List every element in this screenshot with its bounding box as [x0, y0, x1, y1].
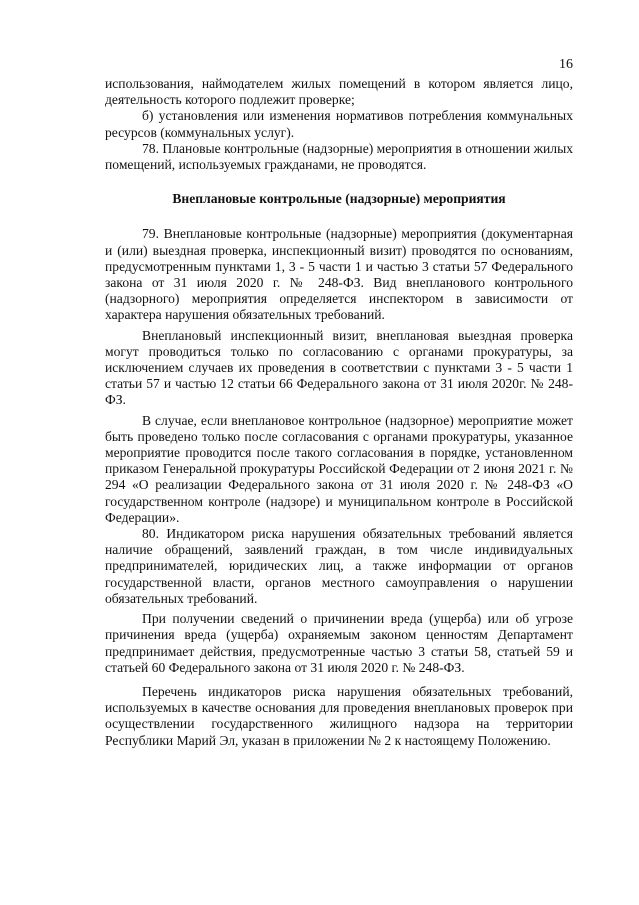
paragraph-item-b: б) установления или изменения нормативов потребления коммунальных ресурсов (коммунальных услуг).	[105, 108, 573, 140]
paragraph-unscheduled-visit: Внеплановый инспекционный визит, внеплановая выездная проверка могут проводиться только по согласованию с органами прокуратуры, за исключением случаев их проведения в соответствии с пунктами 3 - 5 части 1 статьи 57 и частью 12 статьи 66 Федерального закона от 31 июля 2020г. № 248-ФЗ.	[105, 327, 573, 408]
paragraph-78: 78. Плановые контрольные (надзорные) мероприятия в отношении жилых помещений, используемых гражданами, не проводятся.	[105, 140, 573, 173]
page-number: 16	[559, 57, 573, 72]
paragraph-harm-info: При получении сведений о причинении вреда (ущерба) или об угрозе причинения вреда (ущерба) охраняемым законом ценностям Департамент предпринимает действия, предусмотренные частью 3 статьи 58, статьей 59 и статьей 60 Федерального закона от 31 июля 2020 г. № 248-ФЗ.	[105, 611, 573, 675]
paragraph-80: 80. Индикатором риска нарушения обязательных требований является наличие обращений, заявлений граждан, в том числе индивидуальных предпринимателей, юридических лиц, а также информации от органов государственной власти, органов местного самоуправления о нарушении обязательных требований.	[105, 526, 573, 606]
document-body	[105, 76, 573, 749]
paragraph-risk-indicators: Перечень индикаторов риска нарушения обязательных требований, используемых в качестве основания для проведения внеплановых проверок при осуществлении государственного жилищного надзора на территории Республики Марий Эл, указан в приложении № 2 к настоящему Положению.	[105, 683, 573, 748]
paragraph-prosecutor-approval: В случае, если внеплановое контрольное (надзорное) мероприятие может быть проведено только после согласования с органами прокуратуры, указанное мероприятие проводится после такого согласования в порядке, установленном приказом Генеральной прокуратуры Российской Федерации от 2 июня 2021 г. № 294 «О реализации Федерального закона от 31 июля 2020 г. № 248-ФЗ «О государственном контроле (надзоре) и муниципальном контроле в Российской Федерации».	[105, 412, 573, 525]
paragraph-79: 79. Внеплановые контрольные (надзорные) мероприятия (документарная и (или) выездная проверка, инспекционный визит) проводятся по основаниям, предусмотренным пунктами 1, 3 - 5 части 1 и частью 3 статьи 57 Федерального закона от 31 июля 2020 г. № 248-ФЗ. Вид внепланового контрольного (надзорного) мероприятия определяется инспектором в зависимости от характера нарушения обязательных требований.	[105, 226, 573, 323]
section-heading: Внеплановые контрольные (надзорные) мероприятия	[172, 191, 506, 207]
paragraph-continuation: использования, наймодателем жилых помещений в котором является лицо, деятельность которого подлежит проверке;	[105, 76, 573, 108]
